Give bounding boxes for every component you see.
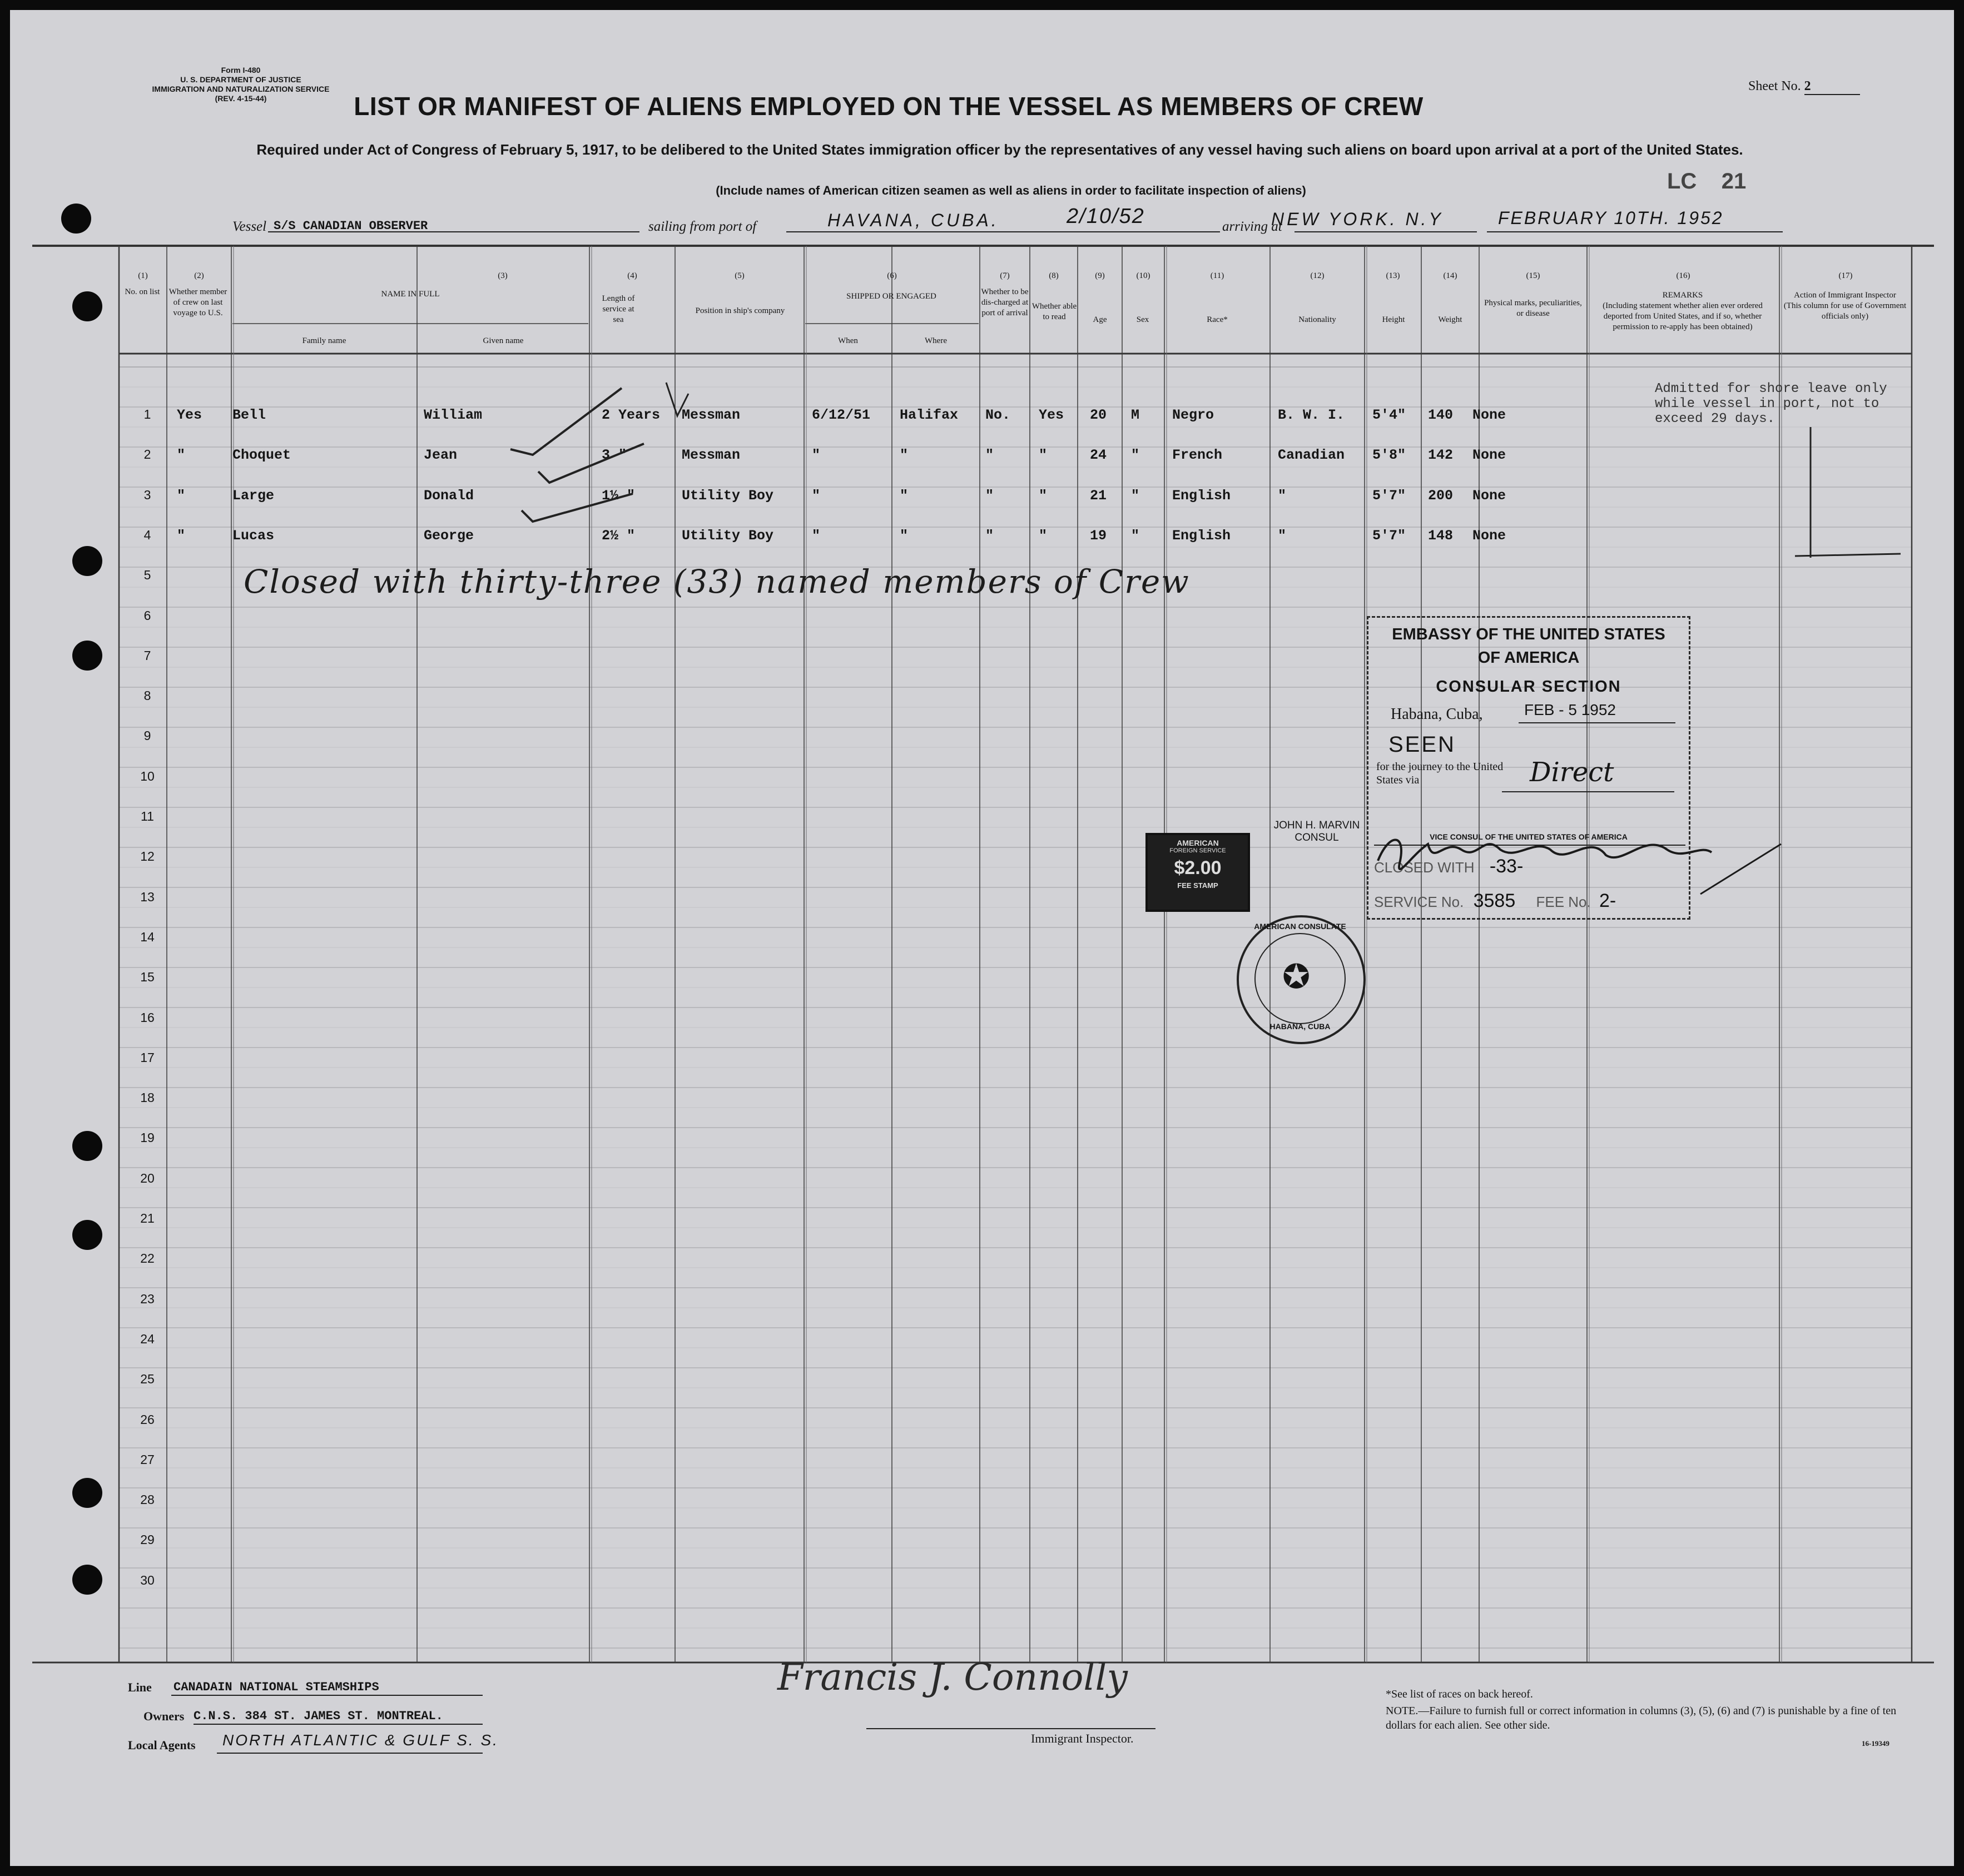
- manifest-sheet: [10, 10, 1954, 1866]
- eagle-emblem-icon: ✪: [1282, 959, 1311, 995]
- binder-hole: [72, 546, 102, 576]
- cell-position: Messman: [682, 447, 741, 464]
- cell-read: ": [1039, 527, 1048, 544]
- cell-age: 19: [1090, 527, 1107, 544]
- row-number: 13: [140, 889, 155, 904]
- stamp-office: VICE CONSUL OF THE UNITED STATES OF AMERICA: [1430, 832, 1628, 841]
- inspector-signature-line: [866, 1728, 1155, 1729]
- cell-age: 20: [1090, 407, 1107, 423]
- row-number: 17: [140, 1050, 155, 1065]
- arriving-underline: [1295, 231, 1477, 232]
- fee-stamp-line1: AMERICAN: [1177, 838, 1219, 847]
- inspector-signature: Francis J. Connolly: [777, 1656, 1128, 1699]
- row-number: 22: [140, 1251, 155, 1266]
- col-inspector-action: [1781, 290, 1910, 322]
- cell-service: 3 ": [602, 447, 627, 464]
- cell-age: 24: [1090, 447, 1107, 464]
- row-number: 3: [143, 487, 151, 502]
- fine-note: NOTE.—Failure to furnish full or correct information in columns (3), (5), (6) and (7) is punishable by a fine of ten dollars for each alien. See other side.: [1386, 1705, 1897, 1731]
- cell-service: 2½ ": [602, 527, 636, 544]
- row-number: 26: [140, 1412, 155, 1427]
- fee-stamp-line2: FOREIGN SERVICE: [1169, 847, 1226, 854]
- cell-position: Utility Boy: [682, 527, 774, 544]
- column-number: (14): [1443, 271, 1457, 280]
- cell-discharged: ": [985, 487, 994, 504]
- stamp-embassy: EMBASSY OF THE UNITED STATES: [1392, 626, 1665, 643]
- row-number: 23: [140, 1291, 155, 1306]
- fee-stamp: [1145, 833, 1250, 912]
- col-age: Age: [1093, 315, 1107, 324]
- row-number: 5: [143, 568, 151, 583]
- cell-read: ": [1039, 487, 1048, 504]
- cell-where: ": [900, 447, 909, 464]
- row-number: 20: [140, 1170, 155, 1185]
- binder-hole: [72, 1131, 102, 1161]
- print-code: 16-19349: [1862, 1739, 1889, 1748]
- cell-service: 2 Years: [602, 407, 661, 423]
- footer-line-value: CANADAIN NATIONAL STEAMSHIPS: [173, 1680, 379, 1694]
- fee-stamp-value: $2.00: [1174, 857, 1222, 879]
- sailing-underline: [786, 231, 1220, 232]
- row-number: 14: [140, 929, 155, 944]
- col-position: Position in ship's company: [695, 306, 785, 315]
- fee-no-value: 2-: [1599, 890, 1616, 911]
- seal-bottom-text: HABANA, CUBA: [1269, 1022, 1331, 1031]
- footer-agents-underline: [217, 1753, 483, 1754]
- stamp-via-line: [1502, 791, 1674, 792]
- cell-weight: 140: [1428, 407, 1454, 423]
- col-weight: Weight: [1438, 315, 1462, 324]
- cell-race: English: [1172, 487, 1231, 504]
- remarks-title: REMARKS: [1662, 291, 1703, 300]
- handwritten-date: 2/10/52: [1067, 205, 1145, 228]
- column-number: (2): [194, 271, 204, 280]
- arriving-label: arriving at: [1222, 219, 1282, 234]
- cell-height: 5'7": [1372, 527, 1406, 544]
- cell-height: 5'8": [1372, 447, 1406, 464]
- closing-note-handwritten: Closed with thirty-three (33) named members of Crew: [244, 563, 1190, 600]
- row-number: 2: [143, 447, 151, 462]
- row-number: 12: [140, 849, 155, 864]
- row-number: 25: [140, 1372, 155, 1387]
- consulate-seal: [1237, 915, 1366, 1044]
- cell-nationality: ": [1278, 487, 1287, 504]
- column-number: (1): [138, 271, 148, 280]
- sailing-label: sailing from port of: [648, 219, 757, 234]
- cell-family: Lucas: [232, 527, 275, 544]
- column-number: (6): [887, 271, 897, 280]
- cell-sex: ": [1131, 527, 1140, 544]
- fee-no-label: FEE No.: [1536, 894, 1591, 910]
- stamp-date-line: [1519, 722, 1675, 723]
- col-crew-last-voyage: Whether member of crew on last voyage to U.S.: [168, 287, 227, 317]
- column-number: (17): [1838, 271, 1853, 280]
- footer-line-label: Line: [128, 1680, 152, 1694]
- col-able-to-read: Whether able to read: [1031, 302, 1077, 321]
- cell-crew: Yes: [177, 407, 202, 423]
- cell-marks: None: [1472, 447, 1506, 464]
- stamp-seen: SEEN: [1388, 732, 1456, 757]
- row-number: 6: [143, 608, 151, 623]
- cell-marks: None: [1472, 487, 1506, 504]
- row-number: 24: [140, 1331, 155, 1346]
- column-number: (5): [735, 271, 745, 280]
- row-number: 16: [140, 1010, 155, 1025]
- manifest-subtitle: Required under Act of Congress of February 5, 1917, to be delibered to the United States immigration officer by the representatives of any vessel having such aliens on board upon arrival at a port of the United States.: [256, 141, 1743, 158]
- column-number: (9): [1095, 271, 1105, 280]
- row-number: 9: [143, 728, 151, 743]
- cell-marks: None: [1472, 407, 1506, 423]
- consul-signature: [1367, 800, 1795, 922]
- vessel-name: S/S CANADIAN OBSERVER: [274, 219, 428, 233]
- stamp-via-hand: Direct: [1530, 757, 1614, 788]
- row-number: 1: [143, 407, 151, 421]
- cell-age: 21: [1090, 487, 1107, 504]
- sheet-label: Sheet No.: [1748, 79, 1801, 93]
- row-number: 27: [140, 1452, 155, 1467]
- col-discharged: Whether to be dis-charged at port of arrival: [981, 287, 1029, 317]
- cell-discharged: ": [985, 527, 994, 544]
- cell-position: Messman: [682, 407, 741, 423]
- col-sex: Sex: [1136, 315, 1149, 324]
- row-number: 19: [140, 1130, 155, 1145]
- seal-top-text: AMERICAN CONSULATE: [1254, 922, 1346, 931]
- cell-read: ": [1039, 447, 1048, 464]
- inspector-action-title: Action of Immigrant Inspector: [1794, 291, 1896, 300]
- cell-height: 5'4": [1372, 407, 1406, 423]
- remarks-instructions: (Including statement whether alien ever ordered deported from United States, and if so, whether permission to re-apply has been obtained): [1603, 301, 1763, 331]
- cell-read: Yes: [1039, 407, 1064, 423]
- col-nationality: Nationality: [1298, 315, 1336, 324]
- cell-family: Bell: [232, 407, 266, 423]
- cell-given: William: [424, 407, 483, 423]
- cell-when: ": [812, 527, 821, 544]
- row-number: 15: [140, 970, 155, 985]
- binder-hole: [72, 1565, 102, 1595]
- remarks-shore-leave: Admitted for shore leave only while vessel in port, not to exceed 29 days.: [1655, 381, 1887, 426]
- races-note: *See list of races on back hereof.: [1386, 1688, 1533, 1700]
- stamp-journey: for the journey to the United States via: [1376, 761, 1504, 786]
- binder-hole: [72, 1478, 102, 1508]
- arrival-date: FEBRUARY 10TH. 1952: [1498, 208, 1724, 228]
- cell-height: 5'7": [1372, 487, 1406, 504]
- cell-when: 6/12/51: [812, 407, 871, 423]
- cell-when: ": [812, 447, 821, 464]
- cell-family: Choquet: [232, 447, 291, 464]
- column-number: (11): [1210, 271, 1224, 280]
- service-no-value: 3585: [1473, 890, 1516, 911]
- col-when: When: [838, 336, 858, 345]
- service-no-label: SERVICE No.: [1374, 894, 1464, 910]
- stamp-consular-section: CONSULAR SECTION: [1436, 678, 1621, 696]
- column-number: (16): [1676, 271, 1690, 280]
- footer-agents-value: NORTH ATLANTIC & GULF S. S.: [222, 1731, 499, 1749]
- footer-line-underline: [171, 1695, 483, 1696]
- cell-weight: 142: [1428, 447, 1454, 464]
- cell-marks: None: [1472, 527, 1506, 544]
- footer-agents-label: Local Agents: [128, 1738, 196, 1752]
- row-number: 8: [143, 688, 151, 703]
- footer-owners-value: C.N.S. 384 ST. JAMES ST. MONTREAL.: [194, 1709, 443, 1723]
- cell-sex: M: [1131, 407, 1140, 423]
- cell-weight: 148: [1428, 527, 1454, 544]
- form-revision: (REV. 4-15-44): [215, 94, 267, 103]
- col-where: Where: [925, 336, 947, 345]
- cell-sex: ": [1131, 447, 1140, 464]
- col-length-of-service: Length of service at sea: [602, 294, 635, 324]
- arriving-port: NEW YORK. N.Y: [1271, 209, 1444, 229]
- cell-where: Halifax: [900, 407, 959, 423]
- row-number: 30: [140, 1572, 155, 1587]
- inspector-label: Immigrant Inspector.: [1031, 1731, 1134, 1745]
- cell-given: Donald: [424, 487, 474, 504]
- cell-crew: ": [177, 447, 186, 464]
- cell-where: ": [900, 487, 909, 504]
- col-height: Height: [1382, 315, 1405, 324]
- footer-owners-underline: [194, 1724, 483, 1725]
- row-number: 7: [143, 648, 151, 663]
- binder-hole: [61, 204, 91, 234]
- row-number: 4: [143, 527, 151, 542]
- stamp-city: Habana, Cuba,: [1391, 706, 1483, 723]
- consul-name: JOHN H. MARVIN: [1273, 820, 1360, 831]
- col-shipped-engaged: SHIPPED OR ENGAGED: [846, 292, 936, 301]
- cell-discharged: ": [985, 447, 994, 464]
- closed-with-label: CLOSED WITH: [1374, 859, 1475, 876]
- row-number: 10: [140, 768, 155, 783]
- cell-nationality: Canadian: [1278, 447, 1345, 464]
- inspector-tick-mark: [1778, 421, 1912, 566]
- col-no-on-list: No. on list: [125, 287, 160, 296]
- binder-hole: [72, 1220, 102, 1250]
- binder-hole: [72, 291, 102, 321]
- form-department: U. S. DEPARTMENT OF JUSTICE: [180, 75, 301, 84]
- column-number: (8): [1049, 271, 1059, 280]
- manifest-subnote: (Include names of American citizen seamen as well as aliens in order to facilitate inspection of aliens): [716, 183, 1306, 197]
- cell-crew: ": [177, 487, 186, 504]
- col-family-name: Family name: [302, 336, 346, 345]
- sheet-number: [1748, 79, 1860, 95]
- fee-stamp-line3: FEE STAMP: [1177, 881, 1218, 890]
- column-number: (12): [1310, 271, 1325, 280]
- cell-race: Negro: [1172, 407, 1214, 423]
- cell-given: George: [424, 527, 474, 544]
- col-name-in-full: NAME IN FULL: [381, 290, 440, 299]
- column-number: (3): [498, 271, 508, 280]
- cell-position: Utility Boy: [682, 487, 774, 504]
- binder-hole: [72, 641, 102, 671]
- sheet-value: 2: [1804, 79, 1860, 95]
- inspector-action-note: (This column for use of Government officials only): [1783, 301, 1907, 321]
- row-number: 11: [141, 809, 154, 823]
- cell-sex: ": [1131, 487, 1140, 504]
- form-number: Form I-480: [221, 66, 261, 75]
- cell-when: ": [812, 487, 821, 504]
- sailing-port: HAVANA, CUBA.: [827, 210, 999, 230]
- col-physical-marks: Physical marks, peculiarities, or disease: [1484, 299, 1582, 318]
- cell-crew: ": [177, 527, 186, 544]
- column-number: (4): [627, 271, 637, 280]
- footer-owners-label: Owners: [143, 1709, 185, 1723]
- column-number: (15): [1526, 271, 1540, 280]
- consul-title: CONSUL: [1295, 832, 1339, 843]
- manifest-title: LIST OR MANIFEST OF ALIENS EMPLOYED ON THE VESSEL AS MEMBERS OF CREW: [354, 92, 1424, 121]
- consul-block: [1261, 820, 1372, 844]
- corner-stamp: LC 21: [1667, 169, 1747, 193]
- row-number: 29: [140, 1532, 155, 1547]
- closed-with-value: -33-: [1489, 856, 1524, 877]
- check-marks: [488, 366, 722, 544]
- row-number: 18: [140, 1090, 155, 1105]
- cell-weight: 200: [1428, 487, 1454, 504]
- column-number: (7): [1000, 271, 1010, 280]
- cell-race: English: [1172, 527, 1231, 544]
- cell-discharged: No.: [985, 407, 1011, 423]
- cell-race: French: [1172, 447, 1223, 464]
- column-number: (10): [1136, 271, 1150, 280]
- col-race: Race*: [1207, 315, 1228, 324]
- vessel-label: Vessel: [232, 219, 267, 234]
- cell-given: Jean: [424, 447, 458, 464]
- row-number: 28: [140, 1492, 155, 1507]
- cell-nationality: ": [1278, 527, 1287, 544]
- column-number: (13): [1386, 271, 1400, 280]
- stamp-date: FEB - 5 1952: [1524, 701, 1616, 718]
- form-service: IMMIGRATION AND NATURALIZATION SERVICE: [152, 85, 330, 93]
- col-given-name: Given name: [483, 336, 524, 345]
- col-remarks: [1588, 290, 1777, 332]
- stamp-america: OF AMERICA: [1477, 649, 1580, 667]
- cell-where: ": [900, 527, 909, 544]
- date-underline: [1487, 231, 1783, 232]
- row-number: 21: [140, 1211, 155, 1225]
- cell-family: Large: [232, 487, 275, 504]
- cell-service: 1½ ": [602, 487, 636, 504]
- cell-nationality: B. W. I.: [1278, 407, 1345, 423]
